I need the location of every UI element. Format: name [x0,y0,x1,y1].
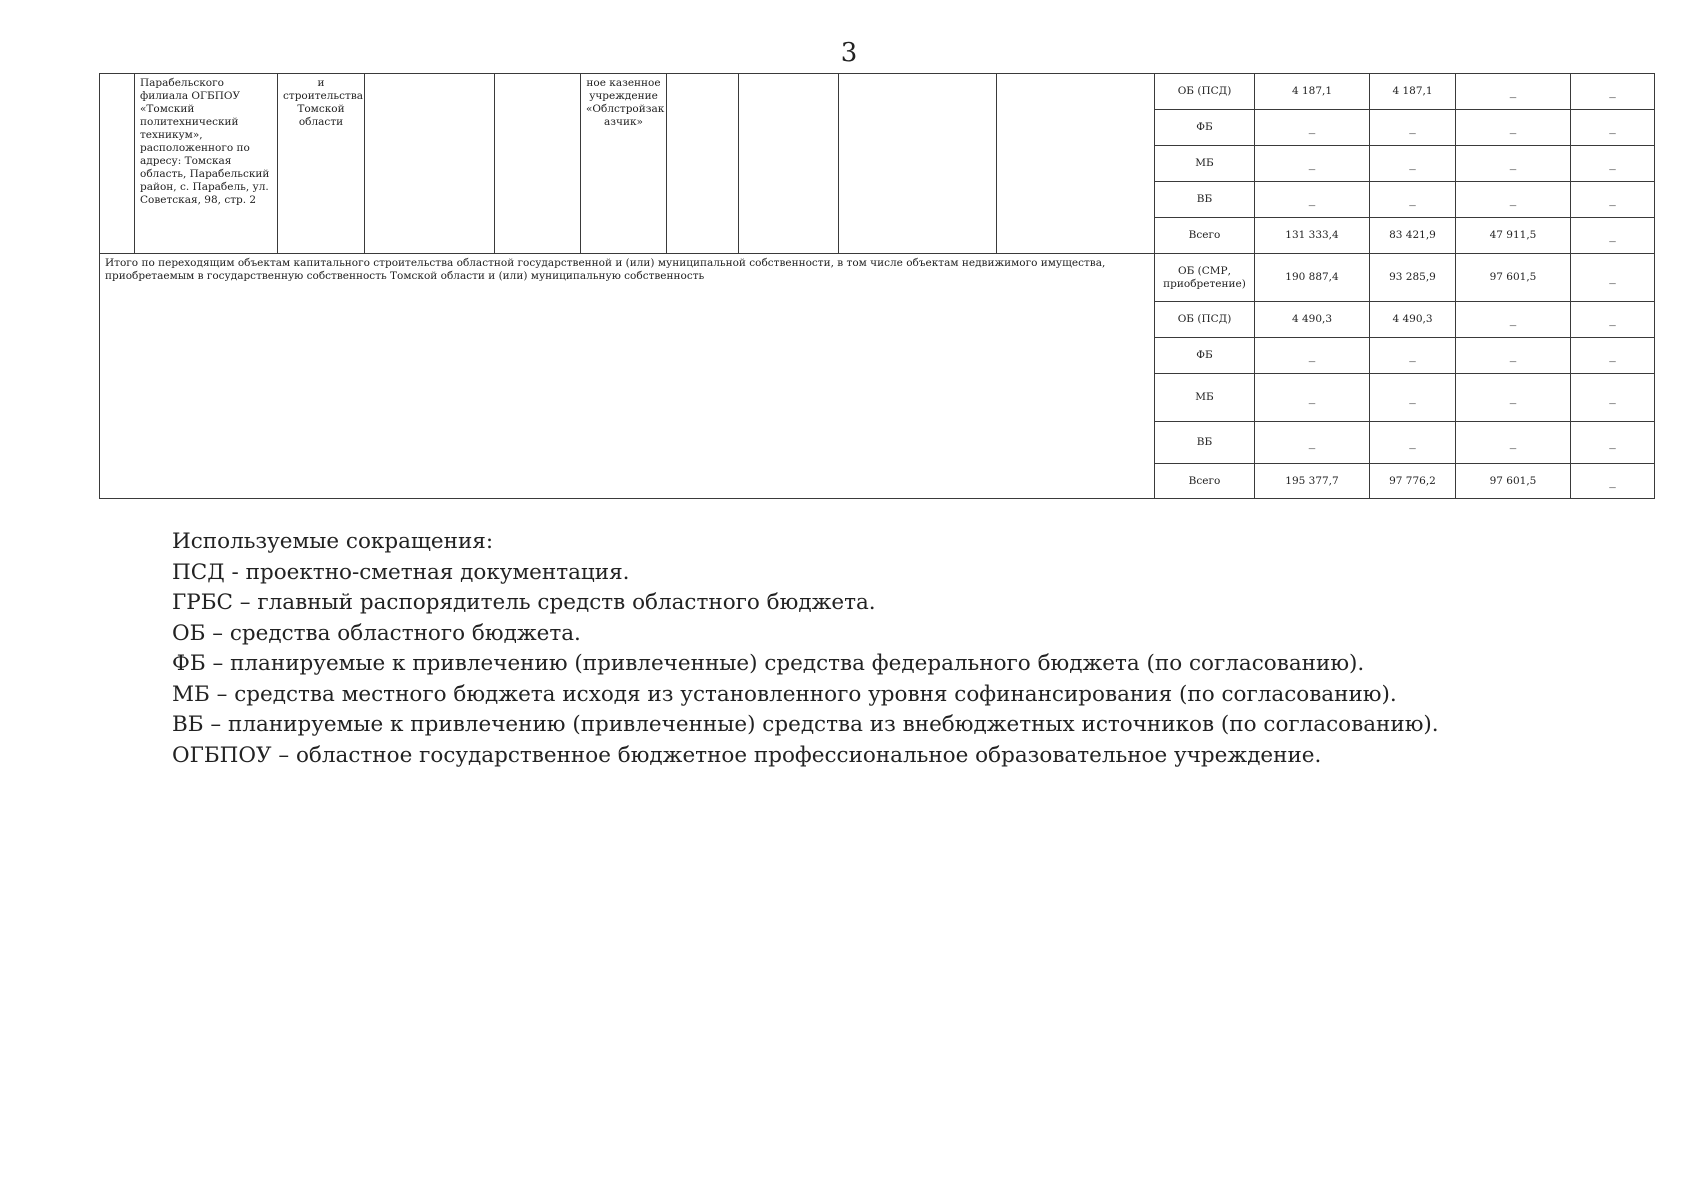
value-cell: _ [1370,422,1456,464]
value-cell: 47 911,5 [1456,218,1571,254]
funding-source-cell: Всего [1155,464,1255,499]
value-cell: _ [1571,464,1655,499]
value-cell: _ [1370,146,1456,182]
value-cell: _ [1571,74,1655,110]
value-cell: _ [1255,374,1370,422]
value-cell: _ [1255,338,1370,374]
value-cell: _ [1370,182,1456,218]
value-cell: _ [1456,338,1571,374]
abbreviation-item: ГРБС – главный распорядитель средств областного бюджета. [172,590,876,615]
value-cell: _ [1456,374,1571,422]
abbreviations-list [172,527,1439,771]
funding-source-cell: МБ [1155,374,1255,422]
funding-source-cell: ОБ (ПСД) [1155,302,1255,338]
value-cell: 4 187,1 [1370,74,1456,110]
value-cell: _ [1255,422,1370,464]
value-cell: _ [1456,146,1571,182]
value-cell: 97 601,5 [1456,254,1571,302]
grbs-name: и строительства Томской области [283,77,364,128]
funding-source-cell: ФБ [1155,110,1255,146]
abbreviation-item: ФБ – планируемые к привлечению (привлеченные) средства федерального бюджета (по согласованию). [172,651,1365,676]
table-row [100,254,1655,302]
value-cell: _ [1571,146,1655,182]
value-cell: _ [1571,302,1655,338]
abbreviations-heading: Используемые сокращения: [172,529,494,554]
value-cell: 97 776,2 [1370,464,1456,499]
value-cell: _ [1571,422,1655,464]
value-cell: _ [1370,374,1456,422]
value-cell: _ [1456,302,1571,338]
value-cell: 4 187,1 [1255,74,1370,110]
value-cell: _ [1255,110,1370,146]
abbreviation-item: ПСД - проектно-сметная документация. [172,559,630,585]
abbreviation-item: ВБ – планируемые к привлечению (привлеченные) средства из внебюджетных источников (по согласованию). [172,712,1439,737]
empty-cell [839,74,997,254]
customer-name: ное казенное учреждение «Облстройзак азчик» [586,77,665,128]
value-cell: 4 490,3 [1370,302,1456,338]
page-number: 3 [840,38,858,68]
value-cell: _ [1456,422,1571,464]
value-cell: _ [1571,374,1655,422]
value-cell: _ [1370,110,1456,146]
value-cell: _ [1456,110,1571,146]
table-row [100,74,1655,110]
funding-source-cell: МБ [1155,146,1255,182]
object-name-cell [135,74,278,254]
empty-cell [365,74,495,254]
customer-cell [581,74,667,254]
value-cell: _ [1456,182,1571,218]
abbreviation-item: ОГБПОУ – областное государственное бюджетное профессиональное образовательное учреждение. [172,742,1322,768]
value-cell: _ [1571,338,1655,374]
value-cell: 97 601,5 [1456,464,1571,499]
value-cell: _ [1456,74,1571,110]
funding-source-cell: ФБ [1155,338,1255,374]
total-label: Итого по переходящим объектам капитального строительства областной государственной и (или) муниципальной собственности, в том числе объектам недвижимого имущества, приобретаемым в государственную собственность Томской области и (или) муниципальную собственность [105,257,1106,282]
budget-table [99,73,1655,499]
value-cell: _ [1255,182,1370,218]
value-cell: 93 285,9 [1370,254,1456,302]
funding-source-cell: ВБ [1155,182,1255,218]
value-cell: _ [1370,338,1456,374]
row-number-cell [100,74,135,254]
value-cell: 131 333,4 [1255,218,1370,254]
grbs-cell [278,74,365,254]
abbreviation-item: МБ – средства местного бюджета исходя из установленного уровня софинансирования (по согласованию). [172,681,1397,707]
funding-source-cell: ОБ (СМР, приобретение) [1155,254,1255,302]
value-cell: _ [1571,182,1655,218]
funding-source-cell: ВБ [1155,422,1255,464]
value-cell: _ [1571,218,1655,254]
empty-cell [997,74,1155,254]
funding-source-cell: Всего [1155,218,1255,254]
value-cell: _ [1571,110,1655,146]
total-label-cell [100,254,1155,499]
empty-cell [495,74,581,254]
value-cell: _ [1255,146,1370,182]
empty-cell [667,74,739,254]
value-cell: 83 421,9 [1370,218,1456,254]
empty-cell [739,74,839,254]
abbreviation-item: ОБ – средства областного бюджета. [172,620,581,646]
value-cell: 195 377,7 [1255,464,1370,499]
value-cell: _ [1571,254,1655,302]
funding-source-cell: ОБ (ПСД) [1155,74,1255,110]
value-cell: 190 887,4 [1255,254,1370,302]
value-cell: 4 490,3 [1255,302,1370,338]
object-name: Парабельского филиала ОГБПОУ «Томский политехнический техникум», расположенного по адресу: Томская область, Парабельский район, с. Парабель, ул. Советская, 98, стр. 2 [140,77,270,206]
